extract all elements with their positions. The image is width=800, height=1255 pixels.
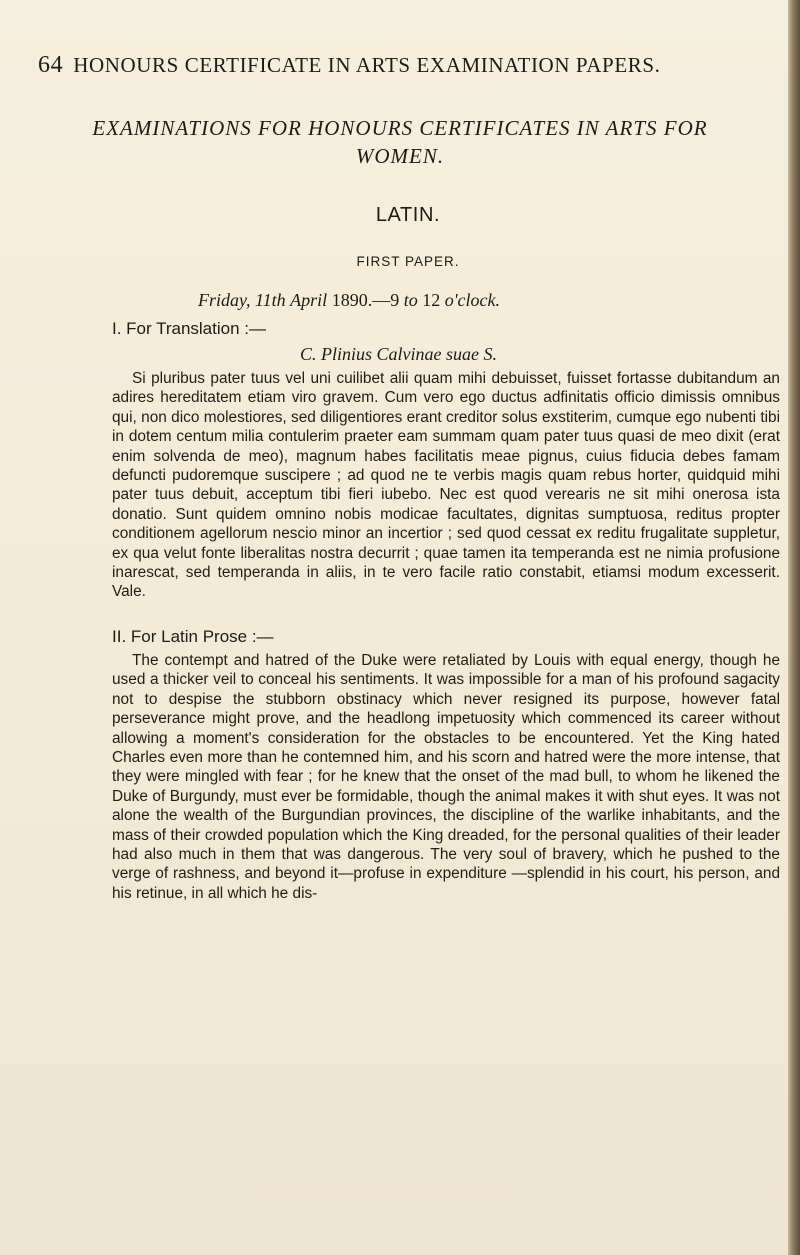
exam-title: EXAMINATIONS FOR HONOURS CERTIFICATES IN ARTS FOR WOMEN.	[92, 116, 708, 168]
exam-date-line	[198, 290, 618, 311]
section-heading-latin-prose: II. For Latin Prose :—	[112, 627, 274, 646]
exam-month: April	[290, 290, 328, 310]
english-passage: The contempt and hatred of the Duke were retaliated by Louis with equal energy, though he used a thicker veil to conceal his sentiments. It was impossible for a man of his profound sagacity not to despise the stubborn obstinacy which never resigned its purpose, however fatal perseverance might prove, and the headlong impetuosity which commenced its career without allowing a moment's consideration for the obstacles to be encountered. Yet the King hated Charles even more than he contemned him, and his scorn and hatred were the more intense, that they were mingled with fear ; for he knew that the onset of the mad bull, to whom he likened the Duke of Burgundy, must ever be formidable, though the animal makes it with shut eyes. It was not alone the wealth of the Burgundian provinces, the discipline of the warlike inhabitants, and the mass of their crowded population which the King dreaded, for the personal qualities of their leader had also much in them that was dangerous. The very soul of bravery, which he pushed to the verge of rashness, and beyond it—profuse in expenditure —splendid in his court, his person, and his retinue, in all which he dis-	[112, 652, 780, 902]
subject-heading: LATIN.	[375, 204, 441, 226]
exam-day: Friday,	[198, 290, 251, 310]
exam-year-start-time: 1890.—9	[331, 290, 400, 310]
letter-heading: C. Plinius Calvinae suae S.	[300, 344, 497, 364]
exam-to: to	[403, 290, 418, 310]
exam-date-number: 11th	[255, 290, 286, 310]
running-head	[38, 52, 778, 79]
page-number: 64	[38, 52, 64, 78]
exam-oclock: o'clock.	[444, 290, 501, 310]
latin-passage: Si pluribus pater tuus vel uni cuilibet alii quam mihi debuisset, fuisset fortasse dubitandum an adires hereditatem etiam viro gravem. Cum vero ego ductus adfinitatis officio dimissis omnibus qui, non dico molestiores, sed diligentiores erant creditor solus exstiterim, cumque ego nubenti tibi in dotem centum milia contulerim praeter eam summam quam pater tuus quasi de meo dixit (erat enim solvenda de meo), magnum habes facilitatis meae pignus, cuius fiducia debes famam defuncti pudoremque suscipere ; ad quod ne te verbis magis quam rebus horter, quidquid mihi pater tuus debuit, acceptum tibi fieri iubebo. Nec est quod verearis ne sit mihi onerosa ista donatio. Sunt quidem omnino nobis modicae facultates, dignitas sumptuosa, reditus propter conditionem agellorum nescio minor an incertior ; sed quod cessat ex reditu frugalitate suppletur, ex qua velut fonte liberalitas nostra decurrit ; quae tamen ita temperanda est ne nimia profusione inarescat, sed temperanda in aliis, in te vero facile ratio constabit, etiamsi modum excesserit. Vale.	[112, 370, 780, 601]
section-heading-translation: I. For Translation :—	[112, 319, 266, 338]
running-head-title: HONOURS CERTIFICATE IN ARTS EXAMINATION PAPERS.	[73, 53, 661, 77]
paper-label: FIRST PAPER.	[356, 254, 460, 269]
page-binding-edge	[788, 0, 800, 1255]
exam-end-time: 12	[422, 290, 441, 310]
